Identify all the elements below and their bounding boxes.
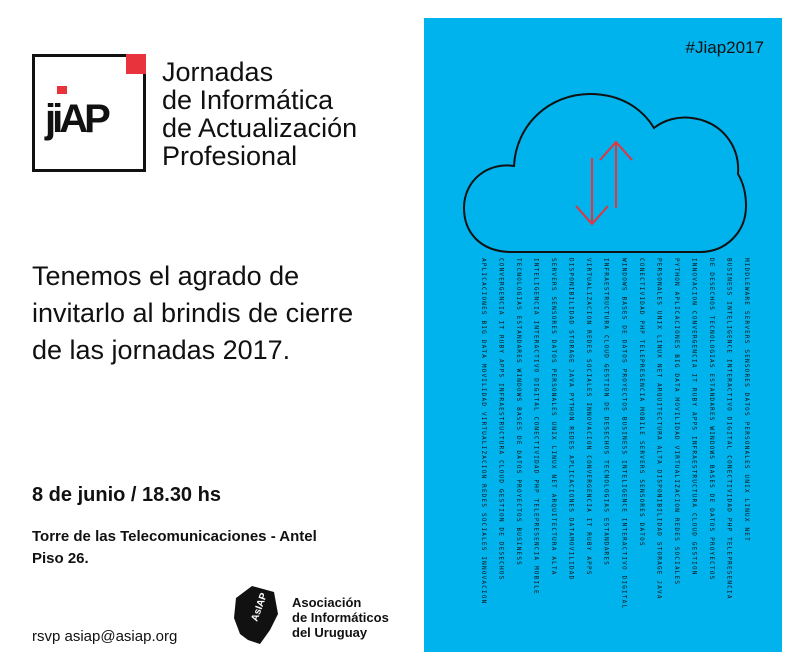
invitation-line: invitarlo al brindis de cierre xyxy=(32,298,354,328)
hero-panel xyxy=(424,18,782,652)
keyword-column: CONVERGENCIA IT RUBY APPS INFRAESTRUCTURA CLOUD GESTION DE DESECHOS xyxy=(497,258,505,581)
keyword-column: PYTHON APLICACIONES BIG DATA MOVILIDAD VIRTUALIZACION REDES SOCIALES xyxy=(672,258,680,586)
jiap-logo xyxy=(32,54,146,172)
title-line: de Actualización xyxy=(162,113,358,143)
cloud-icon xyxy=(460,62,750,262)
asiap-mark-text: AsIAP xyxy=(249,591,270,624)
keyword-column: INFRAESTRUCTURA CLOUD GESTION DE DESECHOS TECNOLOGIAS ESTANDARES xyxy=(602,258,610,566)
event-title xyxy=(162,58,357,170)
venue-floor: Piso 26. xyxy=(32,550,89,567)
logo-mark xyxy=(45,99,107,139)
invitation-line: Tenemos el agrado de xyxy=(32,261,300,291)
rsvp-contact[interactable]: rsvp asiap@asiap.org xyxy=(32,628,178,645)
title-line: Jornadas xyxy=(162,57,274,87)
invitation-line: de las jornadas 2017. xyxy=(32,335,291,365)
keyword-column: BUSINESS INTELIGENCE INTERACTIVO DIGITAL CONECTIVIDAD PHP TELEPRESENCIA xyxy=(725,258,733,600)
asiap-logo-icon xyxy=(230,584,280,646)
invitation-text xyxy=(32,258,402,369)
keyword-column: PERSONALES UNIX LINUX NET ARQUITECTURA ALTA DISPONIBILIDAD STORAGE JAVA xyxy=(655,258,663,600)
organizer-name xyxy=(292,595,389,640)
organizer-line: de Informáticos xyxy=(292,610,389,625)
venue-name: Torre de las Telecomunicaciones - Antel xyxy=(32,528,317,545)
event-venue xyxy=(32,526,317,570)
logo-mark-text: jiAP xyxy=(45,97,107,141)
keyword-column: DISPONIBILIDAD STORAGE JAVA PYTHON REDES APLICACIONES DATAMOVILIDAD xyxy=(567,258,575,581)
event-date-time: 8 de junio / 18.30 hs xyxy=(32,484,221,506)
logo-red-square xyxy=(126,54,146,74)
organizer-line: del Uruguay xyxy=(292,625,368,640)
keyword-column: INNOVACION CONVERGENCIA IT RUBY APPS INFRAESTRUCTURA CLOUD GESTION xyxy=(690,258,698,576)
organizer-line: Asociación xyxy=(292,595,362,610)
keyword-column: CONECTIVIDAD PHP TELEPRESENCIA MOBILE SERVERS SENSORES DATOS xyxy=(637,258,645,547)
hashtag: #Jiap2017 xyxy=(685,38,764,57)
title-line: Profesional xyxy=(162,141,298,171)
keyword-column: INTELIGENCIA INTERACTIVO DIGITAL CONECTIVIDAD PHP TELEPRESENCIA MOBILE xyxy=(532,258,540,595)
keyword-rain xyxy=(480,258,750,648)
logo-dot xyxy=(57,86,67,94)
keyword-column: VIRTUALIZACION REDES SOCIALES INNOVACION CONVERGENCIA IT RUBY APPS xyxy=(585,258,593,576)
title-line: de Informática xyxy=(162,85,334,115)
keyword-column: TECNOLOGIAS ESTANDARES WINDOWS BASES DE DATOS PROYECTOS BUSINESS xyxy=(515,258,523,566)
sync-arrows-icon xyxy=(576,142,632,224)
keyword-column: APLICACIONES BIG DATA MOVILIDAD VIRTUALIZACION REDES SOCIALES INNOVACION xyxy=(480,258,487,605)
keyword-column: WINDOWS BASES DE DATOS PROYECTOS BUSINESS INTELIGENCE INTERACTIVO DIGITAL xyxy=(620,258,628,610)
keyword-column: MIDDLEWARE SERVERS SENSORES DATOS PERSONALES UNIX LINUX NET xyxy=(742,258,750,542)
keyword-column: DE DESECHOS TECNOLOGIAS ESTANDARES WINDOWS BASES DE DATOS PROYECTOS xyxy=(707,258,715,581)
keyword-column: SERVERS SENSORES DATOS PERSONALES UNIX LINUX NET ARQUITECTURA ALTA xyxy=(550,258,558,576)
